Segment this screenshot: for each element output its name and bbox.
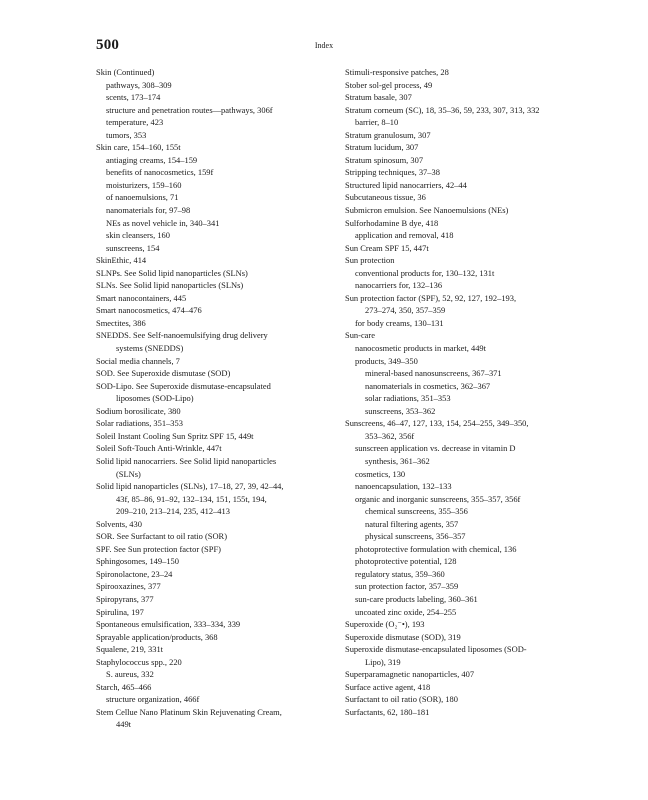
index-entry-continuation: 449t <box>116 719 132 730</box>
index-entry: Soleil Soft-Touch Anti-Wrinkle, 447t <box>96 443 222 454</box>
index-entry: chemical sunscreens, 355–356 <box>365 506 468 517</box>
index-entry: cosmetics, 130 <box>355 468 406 479</box>
index-entry: Spontaneous emulsification, 333–334, 339 <box>96 619 241 630</box>
index-entry: structure organization, 466f <box>106 694 200 705</box>
index-entry: SkinEthic, 414 <box>96 255 147 266</box>
index-entry-continuation: 209–210, 213–214, 235, 412–413 <box>116 506 230 517</box>
index-entry: Social media channels, 7 <box>96 355 180 366</box>
index-entry: photoprotective potential, 128 <box>355 556 457 567</box>
index-entry: Sun protection factor (SPF), 52, 92, 127, 192–193, <box>345 292 517 303</box>
index-entry-continuation: 353–362, 356f <box>365 430 415 441</box>
index-entry: pathways, 308–309 <box>106 79 172 90</box>
index-entry: nanocosmetic products in market, 449t <box>355 343 486 354</box>
index-entry: Stratum corneum (SC), 18, 35–36, 59, 233, 307, 313, 332 <box>345 104 540 115</box>
index-entry: Solvents, 430 <box>96 518 142 529</box>
index-entry-continuation: 43f, 85–86, 91–92, 132–134, 151, 155t, 194, <box>116 493 267 504</box>
index-entry: sun protection factor, 357–359 <box>355 581 459 592</box>
index-entry: conventional products for, 130–132, 131t <box>355 267 495 278</box>
index-entry: Stratum basale, 307 <box>345 92 412 103</box>
index-entry: Surface active agent, 418 <box>345 681 431 692</box>
index-entry: benefits of nanocosmetics, 159f <box>106 167 214 178</box>
index-entry: Solid lipid nanoparticles (SLNs), 17–18, 27, 39, 42–44, <box>96 481 284 492</box>
index-entry-continuation: liposomes (SOD-Lipo) <box>116 393 194 404</box>
index-entry: temperature, 423 <box>106 117 164 128</box>
index-entry: moisturizers, 159–160 <box>106 179 182 190</box>
index-entry: NEs as novel vehicle in, 340–341 <box>106 217 220 228</box>
index-entry: Solar radiations, 351–353 <box>96 418 183 429</box>
index-entry: Sun Cream SPF 15, 447t <box>345 242 429 253</box>
index-entry: Spiropyrans, 377 <box>96 593 154 604</box>
index-entry: nanocarriers for, 132–136 <box>355 280 443 291</box>
index-entry: Superoxide dismutase (SOD), 319 <box>345 631 461 642</box>
index-entry: Stripping techniques, 37–38 <box>345 167 440 178</box>
index-entry: sunscreens, 154 <box>106 242 160 253</box>
index-entry: barrier, 8–10 <box>355 117 399 128</box>
index-entry: Squalene, 219, 331t <box>96 644 164 655</box>
index-column-left <box>96 66 342 731</box>
index-entry: Submicron emulsion. See Nanoemulsions (NEs) <box>345 205 509 216</box>
index-entry: Stratum spinosum, 307 <box>345 154 424 165</box>
index-entry: organic and inorganic sunscreens, 355–357, 356f <box>355 493 521 504</box>
index-entry: Surfactant to oil ratio (SOR), 180 <box>345 694 458 705</box>
index-entry: SNEDDS. See Self-nanoemulsifying drug delivery <box>96 330 268 341</box>
running-header: Index <box>314 41 334 50</box>
index-entry: Spirulina, 197 <box>96 606 144 617</box>
index-entry-continuation: 273–274, 350, 357–359 <box>365 305 446 316</box>
index-entry: Solid lipid nanocarriers. See Solid lipid nanoparticles <box>96 455 277 466</box>
index-entry: skin cleansers, 160 <box>106 230 170 241</box>
index-entry: Spirooxazines, 377 <box>96 581 161 592</box>
index-entry: natural filtering agents, 357 <box>365 518 459 529</box>
index-entry: sunscreen application vs. decrease in vitamin D <box>355 443 516 454</box>
index-entry: nanoencapsulation, 132–133 <box>355 481 452 492</box>
index-entry: Sphingosomes, 149–150 <box>96 556 179 567</box>
index-entry: tumors, 353 <box>106 129 147 140</box>
index-entry: SLNPs. See Solid lipid nanoparticles (SLNs) <box>96 267 248 278</box>
index-entry: Stratum lucidum, 307 <box>345 142 419 153</box>
index-entry: Staphylococcus spp., 220 <box>96 656 182 667</box>
index-entry: Sun-care <box>345 330 375 341</box>
index-entry: sun-care products labeling, 360–361 <box>355 593 478 604</box>
index-entry-continuation: (SLNs) <box>116 468 141 479</box>
index-entry: SLNs. See Solid lipid nanoparticles (SLNs) <box>96 280 244 291</box>
index-entry: SOD. See Superoxide dismutase (SOD) <box>96 368 231 379</box>
index-entry: Stimuli-responsive patches, 28 <box>345 67 449 77</box>
index-entry: physical sunscreens, 356–357 <box>365 531 466 542</box>
index-entry-continuation: Lipo), 319 <box>365 656 401 667</box>
index-column-right <box>345 66 591 718</box>
index-entry: products, 349–350 <box>355 355 418 366</box>
index-entry: mineral-based nanosunscreens, 367–371 <box>365 368 502 379</box>
page-number: 500 <box>96 37 120 53</box>
index-entry: solar radiations, 351–353 <box>365 393 451 404</box>
index-entry: Sun protection <box>345 255 395 266</box>
index-entry-continuation: synthesis, 361–362 <box>365 455 430 466</box>
index-entry: Sulforhodamine B dye, 418 <box>345 217 439 228</box>
index-entry: Subcutaneous tissue, 36 <box>345 192 426 203</box>
index-entry: nanomaterials for, 97–98 <box>106 205 191 216</box>
index-entry: Superparamagnetic nanoparticles, 407 <box>345 669 475 680</box>
index-entry: uncoated zinc oxide, 254–255 <box>355 606 457 617</box>
index-entry: antiaging creams, 154–159 <box>106 154 198 165</box>
index-entry-continuation: systems (SNEDDS) <box>116 343 184 354</box>
index-entry: Sodium borosilicate, 380 <box>96 405 181 416</box>
index-entry: Superoxide (O₂⁻•), 193 <box>345 619 425 630</box>
index-entry: application and removal, 418 <box>355 230 454 241</box>
index-entry: Stem Cellue Nano Platinum Skin Rejuvenating Cream, <box>96 706 282 717</box>
index-entry: Spironolactone, 23–24 <box>96 568 173 579</box>
index-entry: Smectites, 386 <box>96 317 146 328</box>
index-entry: Sunscreens, 46–47, 127, 133, 154, 254–255, 349–350, <box>345 418 529 429</box>
index-entry: for body creams, 130–131 <box>355 317 444 328</box>
index-entry: SOR. See Surfactant to oil ratio (SOR) <box>96 531 227 542</box>
index-entry: Structured lipid nanocarriers, 42–44 <box>345 179 467 190</box>
index-entry: Smart nanocosmetics, 474–476 <box>96 305 202 316</box>
index-entry: S. aureus, 332 <box>106 669 154 680</box>
index-entry: sunscreens, 353–362 <box>365 405 436 416</box>
index-entry: Sprayable application/products, 368 <box>96 631 218 642</box>
index-entry: structure and penetration routes—pathways, 306f <box>106 104 273 115</box>
index-entry: Superoxide dismutase-encapsulated liposomes (SOD- <box>345 644 527 655</box>
index-entry: scents, 173–174 <box>106 92 161 103</box>
index-entry: Skin (Continued) <box>96 67 155 77</box>
index-entry: Skin care, 154–160, 155t <box>96 142 181 153</box>
index-entry: of nanoemulsions, 71 <box>106 192 179 203</box>
index-entry: Stober sol-gel process, 49 <box>345 79 433 90</box>
index-entry: SOD-Lipo. See Superoxide dismutase-encapsulated <box>96 380 271 391</box>
index-entry: nanomaterials in cosmetics, 362–367 <box>365 380 491 391</box>
index-entry: Starch, 465–466 <box>96 681 152 692</box>
index-entry: Stratum granulosum, 307 <box>345 129 431 140</box>
index-entry: photoprotective formulation with chemical, 136 <box>355 543 517 554</box>
index-entry: SPF. See Sun protection factor (SPF) <box>96 543 221 554</box>
index-entry: regulatory status, 359–360 <box>355 568 445 579</box>
index-entry: Soleil Instant Cooling Sun Spritz SPF 15, 449t <box>96 430 254 441</box>
index-entry: Surfactants, 62, 180–181 <box>345 706 430 717</box>
index-entry: Smart nanocontainers, 445 <box>96 292 187 303</box>
